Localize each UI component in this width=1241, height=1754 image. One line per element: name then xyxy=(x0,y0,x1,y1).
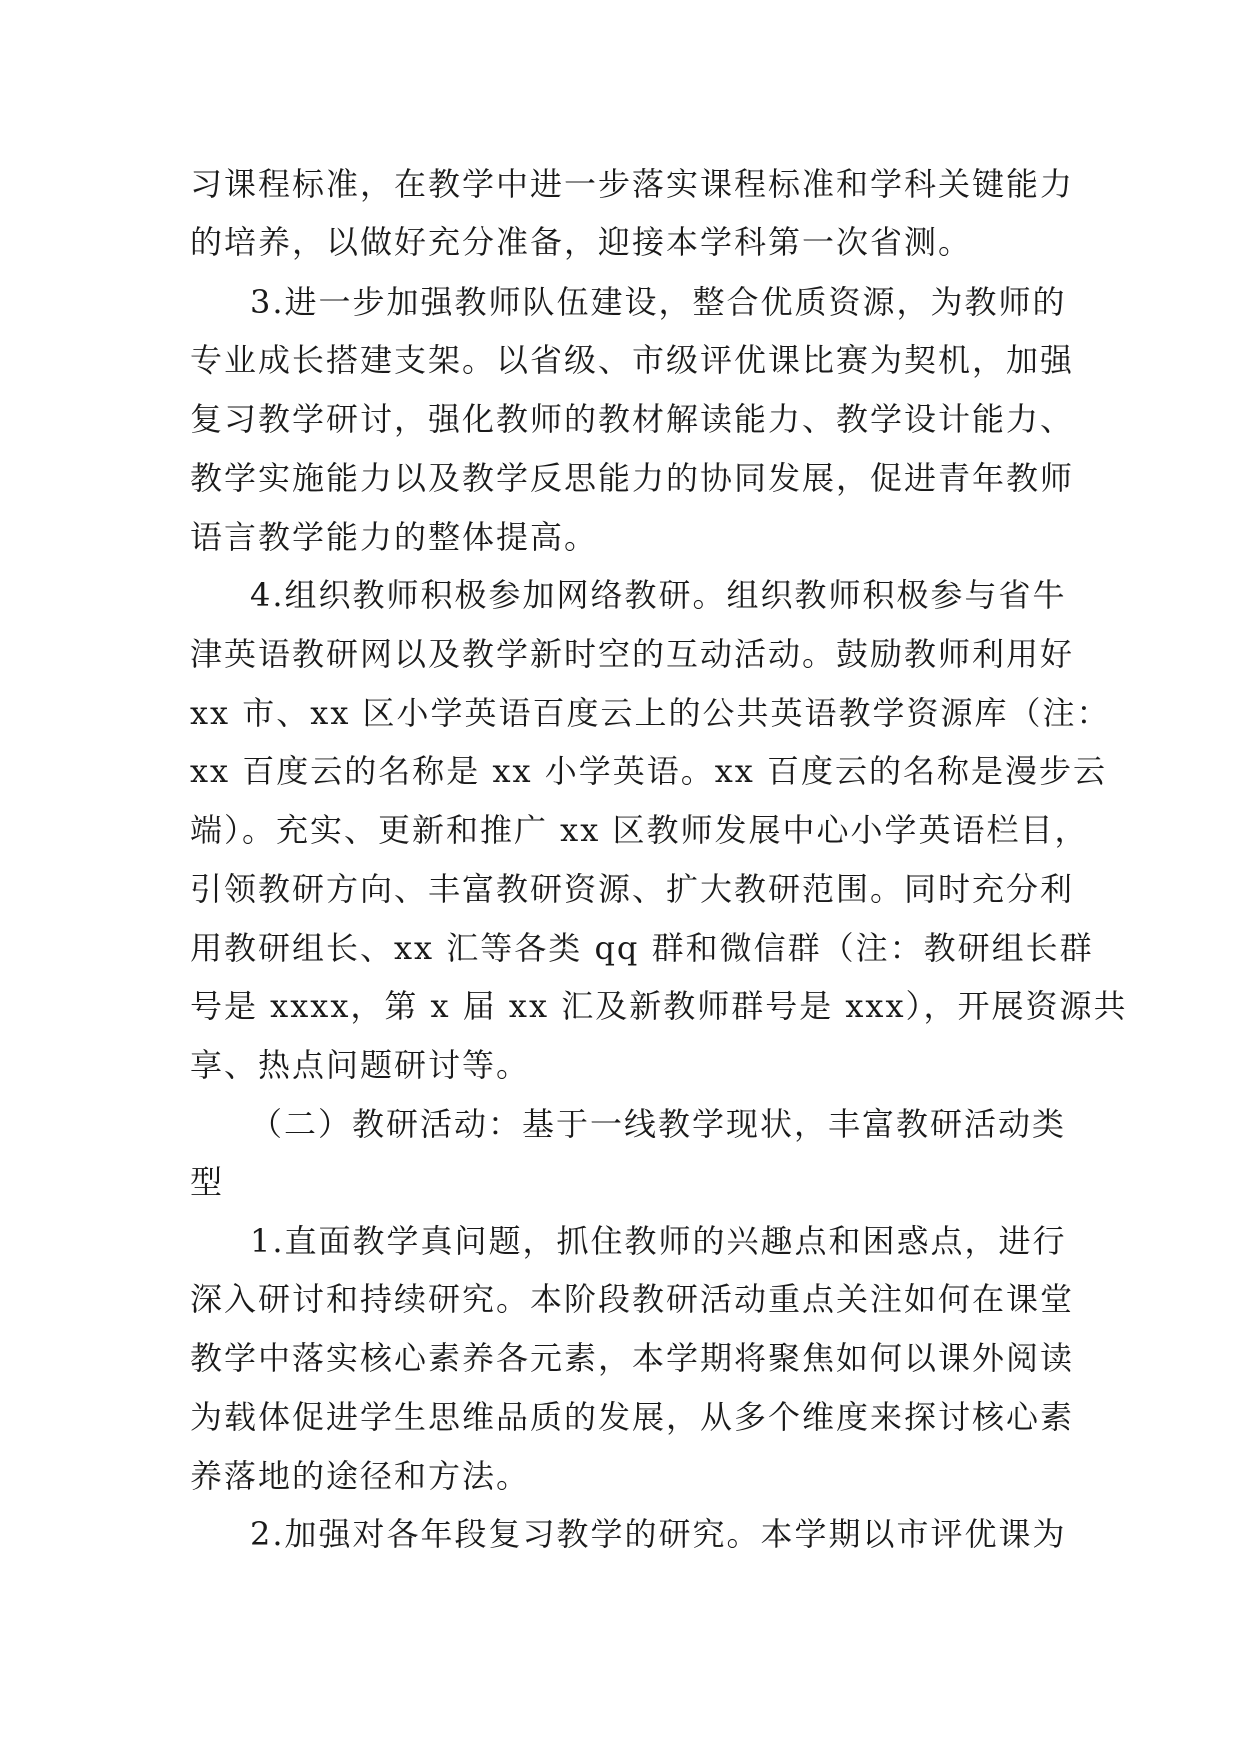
section-heading: （二）教研活动：基于一线教学现状，丰富教研活动类 xyxy=(250,1105,1067,1143)
paragraph-line: 深入研讨和持续研究。本阶段教研活动重点关注如何在课堂 xyxy=(190,1280,1075,1318)
paragraph-line: 语言教学能力的整体提高。 xyxy=(190,518,599,556)
paragraph-line: 3.进一步加强教师队伍建设，整合优质资源，为教师的 xyxy=(250,283,1067,321)
paragraph-line: 习课程标准，在教学中进一步落实课程标准和学科关键能力 xyxy=(190,165,1075,203)
paragraph-line: 复习教学研讨，强化教师的教材解读能力、教学设计能力、 xyxy=(190,400,1075,438)
paragraph-line: 教学实施能力以及教学反思能力的协同发展，促进青年教师 xyxy=(190,459,1075,497)
paragraph-line: 引领教研方向、丰富教研资源、扩大教研范围。同时充分利 xyxy=(190,870,1075,908)
paragraph-line: 为载体促进学生思维品质的发展，从多个维度来探讨核心素 xyxy=(190,1398,1075,1436)
paragraph-line: 用教研组长、xx 汇等各类 qq 群和微信群（注：教研组长群 xyxy=(190,929,1094,967)
paragraph-line: 享、热点问题研讨等。 xyxy=(190,1046,531,1084)
paragraph-line: xx 市、xx 区小学英语百度云上的公共英语教学资源库（注： xyxy=(190,694,1111,732)
paragraph-line: xx 百度云的名称是 xx 小学英语。xx 百度云的名称是漫步云 xyxy=(190,752,1107,790)
paragraph-line: 端）。充实、更新和推广 xx 区教师发展中心小学英语栏目， xyxy=(190,811,1089,849)
paragraph-line: 津英语教研网以及教学新时空的互动活动。鼓励教师利用好 xyxy=(190,635,1075,673)
paragraph-line: 的培养，以做好充分准备，迎接本学科第一次省测。 xyxy=(190,223,973,261)
paragraph-line: 4.组织教师积极参加网络教研。组织教师积极参与省牛 xyxy=(250,576,1067,614)
paragraph-line: 教学中落实核心素养各元素，本学期将聚焦如何以课外阅读 xyxy=(190,1339,1075,1377)
paragraph-line: 号是 xxxx，第 x 届 xx 汇及新教师群号是 xxx），开展资源共 xyxy=(190,987,1128,1025)
paragraph-line: 专业成长搭建支架。以省级、市级评优课比赛为契机，加强 xyxy=(190,341,1075,379)
paragraph-line: 1.直面教学真问题，抓住教师的兴趣点和困惑点，进行 xyxy=(250,1222,1067,1260)
paragraph-line: 养落地的途径和方法。 xyxy=(190,1457,531,1495)
section-heading-continued: 型 xyxy=(190,1163,225,1201)
paragraph-line: 2.加强对各年段复习教学的研究。本学期以市评优课为 xyxy=(250,1515,1067,1553)
